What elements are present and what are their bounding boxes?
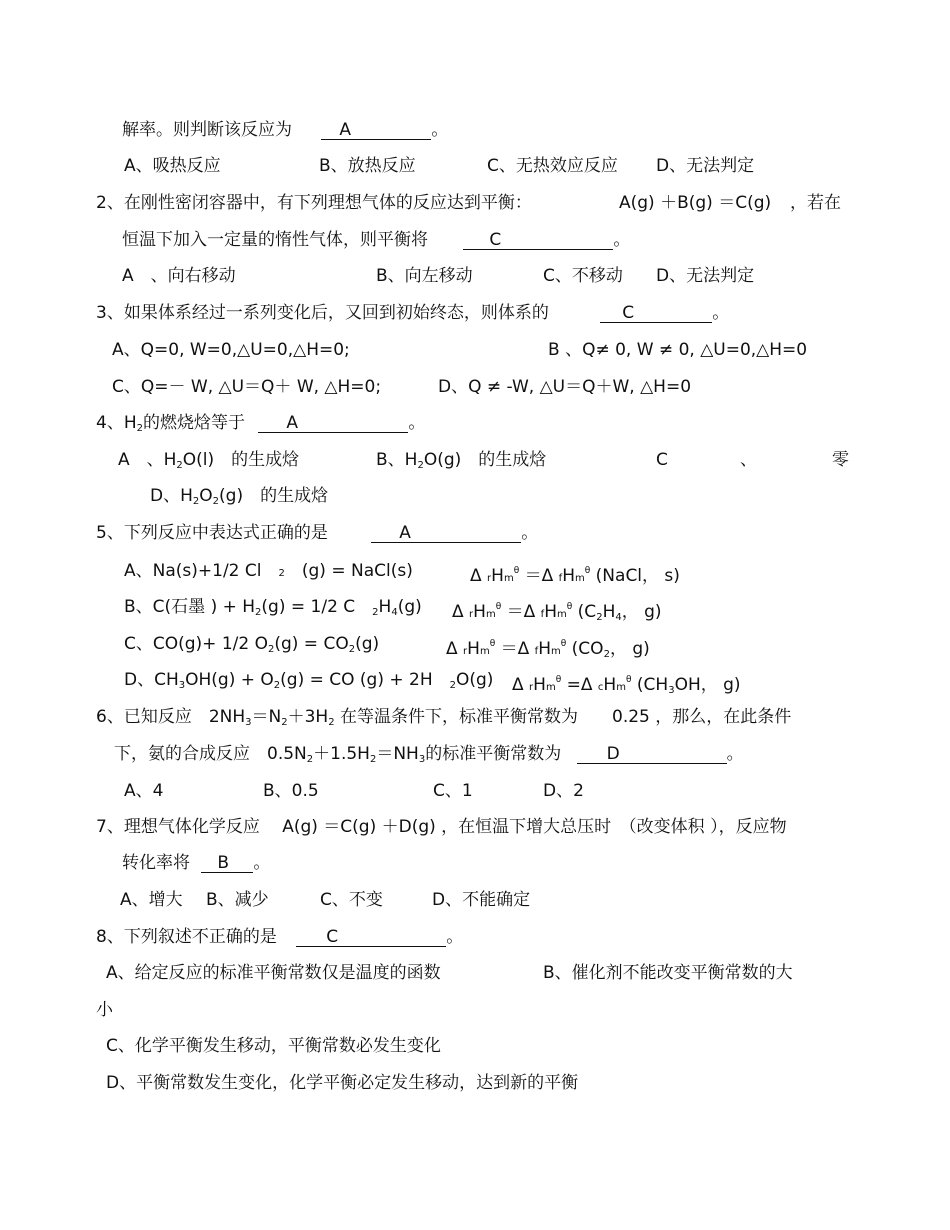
- q4-option-b-pre: B、H: [376, 450, 418, 470]
- q6-option-c: C、1: [433, 781, 473, 801]
- q8-answer-blank: C: [296, 927, 446, 947]
- q5-option-d-rxn1: D、CH: [124, 670, 179, 690]
- q5-answer-blank: A: [371, 523, 521, 543]
- q6-stem2b: ＋1.5H: [313, 744, 370, 764]
- q1-end: 。: [431, 120, 449, 140]
- q5-option-b-reaction: B、C(石墨 ) + $H_2(g) = 1/2$ C $_2H_4(g)$: [124, 597, 422, 618]
- q2-option-a: A 、向右移动: [122, 266, 236, 286]
- q2-stem1: 2、在刚性密闭容器中，有下列理想气体的反应达到平衡：: [96, 193, 532, 213]
- q3-option-d: D、Q ≠ -W, △U＝Q＋W, △H=0: [438, 377, 692, 397]
- q3-option-a: A、Q=0, W=0,△U=0,△H=0;: [112, 340, 350, 360]
- q2-option-c: C、不移动: [543, 266, 623, 286]
- q4-stem-post: 的燃烧焓等于: [142, 413, 245, 433]
- q5-option-b-rxn2: (g) = 1/2 C: [261, 597, 356, 617]
- q6-stem1d: 在等温条件下，标准平衡常数为 0.25 ，那么，在此条件: [340, 707, 792, 727]
- q6-stem1a: 6、已知反应 2NH: [96, 707, 246, 727]
- q5-option-c-rxn3: (g): [355, 634, 380, 654]
- q2-stem-line2: [122, 229, 630, 251]
- q2-stem-line1: [96, 192, 532, 214]
- q3-stem-text: 3、如果体系经过一系列变化后，又回到初始终态，则体系的: [96, 303, 549, 323]
- q5-option-d-rxn3: (g) = CO (g) + 2H: [280, 670, 433, 690]
- q3-end: 。: [712, 303, 730, 323]
- q8-stem-text: 8、下列叙述不正确的是: [96, 927, 277, 947]
- q5-option-b-rel1: (C: [577, 602, 597, 622]
- q5-option-d-rxn2: OH(g) + O: [185, 670, 274, 690]
- q5-option-a-rel: (NaCl， s): [595, 566, 680, 586]
- q3-answer-blank: C: [600, 303, 712, 323]
- q7-option-c: C、不变: [320, 890, 383, 910]
- q5-option-b-relation: Δ rHm$^\theta$ ＝Δ fHm$^\theta$ ($C_2H_4$， g): [452, 602, 662, 623]
- q2-reaction: A(g) ＋B(g) ＝C(g): [619, 193, 772, 213]
- q4-option-d-sub: 2: [192, 496, 200, 507]
- q5-option-c-relation: Δ rHm$^\theta$ ＝Δ fHm$^\theta$ ($CO_2$， g): [446, 639, 650, 660]
- q3-stem: [96, 302, 729, 324]
- q4-option-d: [150, 485, 328, 513]
- q6-end: 。: [726, 744, 744, 764]
- q1-stem-text: 解率。则判断该反应为: [122, 120, 292, 140]
- q1-option-b: B、放热反应: [319, 156, 416, 176]
- q7-stem-line1: 7、理想气体化学反应 A(g) ＝C(g) ＋D(g) ，在恒温下增大总压时 （改变体积 ），反应物: [96, 817, 787, 837]
- q6-option-b: B、0.5: [263, 781, 319, 801]
- q6-stem2a: 下，氨的合成反应 0.5N: [114, 744, 307, 764]
- q5-stem-text: 5、下列反应中表达式正确的是: [96, 523, 328, 543]
- q1-stem: [122, 119, 448, 141]
- q7-option-d: D、不能确定: [432, 890, 531, 910]
- q3-option-b: B 、Q≠ 0, W ≠ 0, △U=0,△H=0: [548, 340, 808, 360]
- q7-option-b: B、减少: [206, 890, 269, 910]
- q5-option-d-relation: Δ rHm$^\theta$ =Δ cHm$^\theta$ ($CH_3OH$， g): [512, 675, 741, 696]
- q2-option-b: B、向左移动: [376, 266, 473, 286]
- q6-stem2d: 的标准平衡常数为: [425, 744, 562, 764]
- q1-answer-blank: A: [321, 120, 431, 140]
- q3-option-c: C、Q=－ W, △U＝Q＋ W, △H=0;: [112, 377, 382, 397]
- q6-stem1c: ＋3H: [287, 707, 329, 727]
- q5-option-d-rxn4: O(g): [456, 670, 494, 690]
- q5-end: 。: [521, 523, 539, 543]
- q5-option-a-rxn1: A、Na(s)+1/2 Cl: [124, 561, 262, 581]
- q5-option-b-rel3: ， g): [621, 602, 662, 622]
- q4-option-c-sep: 、: [740, 450, 757, 470]
- q5-option-c-rel1: (CO: [571, 639, 604, 659]
- q1-option-c: C、无热效应反应: [487, 156, 618, 176]
- q8-option-a: A、给定反应的标准平衡常数仅是温度的函数: [106, 963, 441, 983]
- q1-option-d: D、无法判定: [656, 156, 755, 176]
- q4-end: 。: [408, 413, 426, 433]
- q6-stem-line1: 6、已知反应 $2NH_3=N_2+3H_2$ 在等温条件下，标准平衡常数为 0.25 ，那么，在此条件: [96, 707, 792, 728]
- q2-option-d: D、无法判定: [656, 266, 755, 286]
- q5-option-c-rxn1: C、CO(g)+ 1/2 O: [124, 634, 268, 654]
- q2-stem1-tail: ，若在: [790, 193, 841, 213]
- q5-option-a-rxn2: (g) = NaCl(s): [301, 561, 413, 581]
- q6-answer-blank: D: [577, 744, 727, 764]
- q6-option-d: D、2: [543, 781, 584, 801]
- q5-option-a-reaction: A、Na(s)+1/2 Cl 2 (g) = NaCl(s): [124, 561, 413, 581]
- q4-option-c-letter: C: [656, 450, 668, 470]
- q4-option-d-tail: (g) 的生成焓: [219, 486, 329, 506]
- q5-option-d-rel1: (CH: [636, 675, 669, 695]
- q2-answer-blank: C: [463, 230, 613, 250]
- q4-stem-sub: 2: [136, 423, 143, 434]
- q5-option-c-rxn2: (g) = CO: [274, 634, 349, 654]
- q7-answer-blank: B: [201, 853, 253, 873]
- q8-end: 。: [446, 927, 464, 947]
- q2-end: 。: [613, 230, 631, 250]
- q4-option-a: [118, 449, 299, 477]
- q5-stem: [96, 522, 538, 544]
- q5-option-b-rxn4: (g): [397, 597, 422, 617]
- q4-option-a-pre: A 、H: [118, 450, 177, 470]
- q5-option-b-rel2: H: [602, 602, 616, 622]
- q4-option-c-value: 零: [832, 450, 849, 470]
- q5-option-a-relation: Δ rHm$^\theta$ ＝Δ fHm$^\theta$ (NaCl， s): [470, 566, 680, 586]
- q5-option-b-rxn1: B、C(石墨 ) + H: [124, 597, 256, 617]
- q1-option-a: A、吸热反应: [124, 156, 221, 176]
- q5-option-c-rel2: ， g): [609, 639, 650, 659]
- q4-answer-blank: A: [258, 413, 408, 433]
- q4-stem-pre: 4、H: [96, 413, 137, 433]
- q5-option-c-reaction: C、CO(g)+ 1/2 $O_2(g) = CO_2(g)$: [124, 634, 380, 655]
- q4-option-b-post: O(g) 的生成焓: [423, 450, 547, 470]
- q8-option-c: C、化学平衡发生移动，平衡常数必发生变化: [106, 1036, 441, 1056]
- q7-option-a: A、增大: [120, 890, 183, 910]
- q8-option-b: B、催化剂不能改变平衡常数的大: [543, 963, 793, 983]
- q4-option-b-sub: 2: [417, 460, 424, 471]
- q6-stem2c: ＝NH: [376, 744, 419, 764]
- q4-stem: [96, 412, 425, 440]
- q5-option-b-rxn3: H: [378, 597, 392, 617]
- q7-end: 。: [253, 853, 271, 873]
- q7-stem2: 转化率将: [122, 853, 190, 873]
- q4-option-d-pre: D、H: [150, 486, 193, 506]
- q8-stem: [96, 926, 463, 948]
- q6-stem1b: ＝N: [251, 707, 282, 727]
- q4-option-d-post: O: [199, 486, 213, 506]
- q5-option-d-reaction: D、$CH_3OH(g) + O_2(g)$ = CO (g) + 2H $_2$O(g): [124, 670, 494, 691]
- q8-option-d: D、平衡常数发生变化，化学平衡必定发生移动，达到新的平衡: [106, 1073, 579, 1093]
- q4-option-d-sub2: 2: [212, 496, 220, 507]
- q7-stem-line2: [122, 852, 270, 874]
- q4-option-a-sub: 2: [176, 460, 183, 471]
- q6-stem-line2: 下，氨的合成反应 $0.5N_2+1.5H_2=NH_3$的标准平衡常数为 D 。: [114, 744, 744, 765]
- q8-option-b-wrap: 小: [96, 1000, 113, 1020]
- q6-option-a: A、4: [124, 781, 164, 801]
- q4-option-b: [376, 449, 546, 477]
- q2-stem2: 恒温下加入一定量的惰性气体，则平衡将: [122, 230, 428, 250]
- q5-option-d-rel2: OH， g): [674, 675, 741, 695]
- q4-option-a-post: O(l) 的生成焓: [182, 450, 300, 470]
